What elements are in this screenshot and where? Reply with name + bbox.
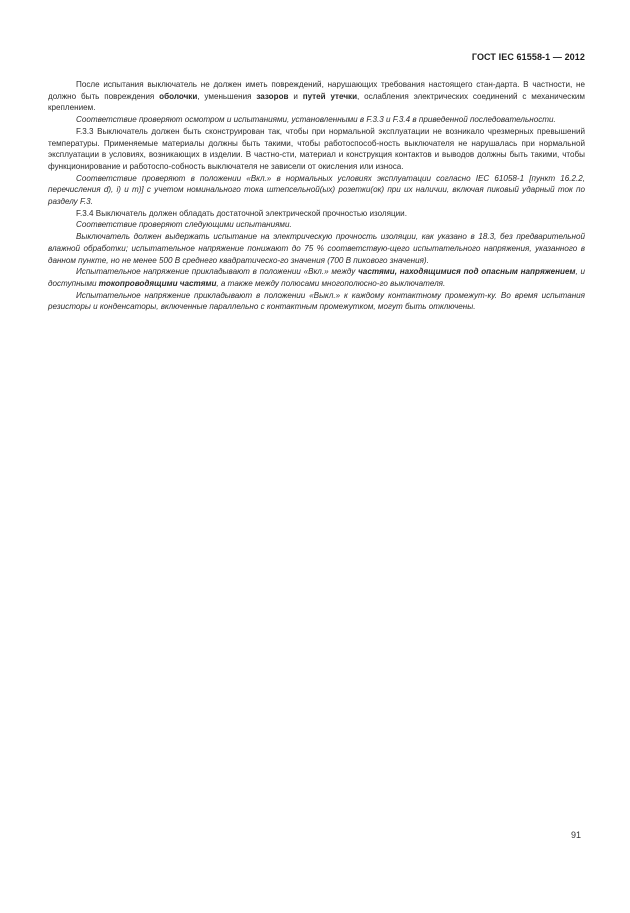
text-run: , ослабления электрических соединений с механическим креплением. [48, 91, 585, 113]
defined-term: путей утечки [302, 91, 358, 101]
text-run: Испытательное напряжение прикладывают в положении «Выкл.» к каждому контактному промежут-ку. Во время испытания резисторы и конденсаторы, включенные параллельно с контактным промежутком, могут быть отключены. [48, 290, 585, 312]
compliance-paragraph [48, 114, 585, 126]
defined-term: зазоров [256, 91, 289, 101]
text-run: Соответствие проверяют в положении «Вкл.» в нормальных условиях эксплуатации согласно IEC 61058-1 [пункт 16.2.2, перечисления d), i) и m)] с учетом номинального тока штепсельной(ых) розетки(ок) при их наличии, включая пиковый ударный ток по разделу F.3. [48, 173, 585, 207]
text-run: , и доступными [48, 267, 586, 288]
text-run: и [288, 91, 303, 101]
defined-term: токопроводящими частями [98, 278, 217, 288]
standard-header: ГОСТ IEC 61558-1 — 2012 [471, 52, 585, 62]
defined-term: частями, находящимися под опасным напряжением [358, 267, 576, 277]
text-run: Соответствие проверяют осмотром и испытаниями, установленными в F.3.3 и F.3.4 в приведенной последовательности. [76, 115, 556, 125]
text-run: Испытательное напряжение прикладывают в положении «Вкл.» между [76, 267, 359, 277]
body-text [48, 79, 585, 313]
text-run: , а также между полюсами многополюсно-го выключателя. [216, 278, 446, 288]
text-paragraph [48, 79, 585, 114]
compliance-paragraph [48, 219, 585, 231]
text-run: , уменьшения [197, 91, 257, 101]
defined-term: оболочки [159, 91, 198, 101]
text-run: Выключатель должен выдержать испытание на электрическую прочность изоляции, как указано в 18.3, без предварительной влажной обработки; испытательное напряжение понижают до 75 % соответствую-щего испытательного напряжения, указанного в данном пункте, но не менее 500 В среднего квадратическо-го значения (700 В пикового значения). [48, 232, 585, 265]
text-run: После испытания выключатель не должен иметь повреждений, нарушающих требования настоящего стан-дарта. В частности, не должно быть повреждения [48, 80, 585, 101]
compliance-paragraph [48, 173, 585, 208]
compliance-paragraph [48, 266, 585, 289]
text-run: F.3.3 Выключатель должен быть сконструирован так, чтобы при нормальной эксплуатации не возникало чрезмерных превышений температуры. Применяемые материалы должны быть такими, чтобы работоспособ-ность выключателя не нарушалась при нормальной эксплуатации в условиях, возникающих в изделии. В частно-сти, материал и конструкция контактов и выводов должны быть такими, чтобы функционирование и работоспо-собность выключателя не зависели от окисления или износа. [48, 126, 585, 171]
text-run: Соответствие проверяют следующими испытаниями. [76, 220, 292, 230]
text-paragraph [48, 208, 585, 220]
compliance-paragraph [48, 290, 585, 313]
text-paragraph [48, 126, 585, 173]
text-run: F.3.4 Выключатель должен обладать достаточной электрической прочностью изоляции. [76, 208, 407, 218]
page-number: 91 [570, 830, 581, 840]
compliance-paragraph [48, 231, 585, 266]
